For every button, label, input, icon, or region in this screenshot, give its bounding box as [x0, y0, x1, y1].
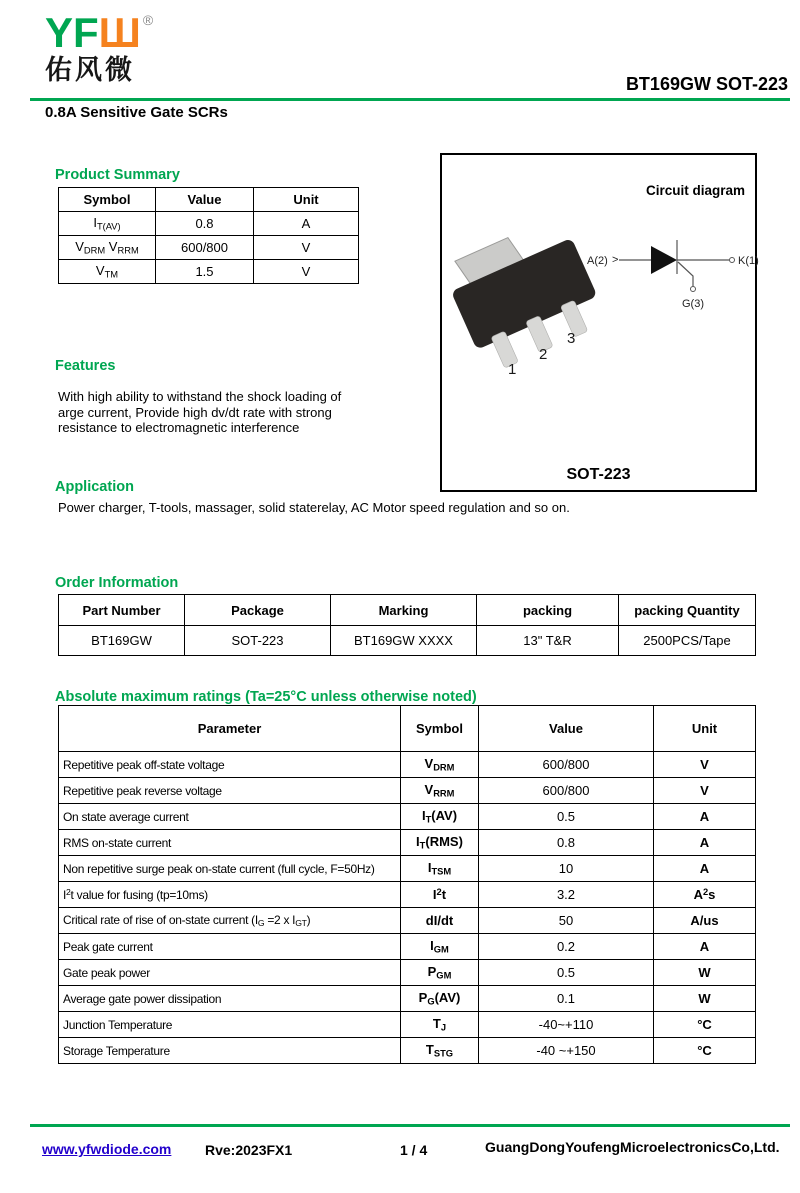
- table-row: [59, 1012, 756, 1038]
- footer-website-link[interactable]: www.yfwdiode.com: [42, 1141, 172, 1157]
- value-cell: 600/800: [479, 778, 654, 804]
- column-header-package: Package: [185, 595, 331, 626]
- marking-cell: BT169GW XXXX: [331, 626, 477, 656]
- application-text: Power charger, T-tools, massager, solid staterelay, AC Motor speed regulation and so on.: [58, 500, 570, 515]
- absolute-maximum-ratings-heading: Absolute maximum ratings (Ta=25°C unless otherwise noted): [55, 689, 477, 705]
- parameter-cell: Non repetitive surge peak on-state current (full cycle, F=50Hz): [59, 856, 401, 882]
- unit-cell: A: [254, 212, 359, 236]
- unit-cell: V: [654, 778, 756, 804]
- value-cell: 0.5: [479, 960, 654, 986]
- parameter-cell: Junction Temperature: [59, 1012, 401, 1038]
- header-divider: [30, 98, 790, 101]
- unit-cell: °C: [654, 1038, 756, 1064]
- table-row: [59, 908, 756, 934]
- footer-revision: Rve:2023FX1: [205, 1142, 293, 1158]
- thyristor-triangle: [651, 246, 677, 274]
- application-heading: Application: [55, 479, 134, 495]
- parameter-cell: Average gate power dissipation: [59, 986, 401, 1012]
- column-header-unit: Unit: [254, 188, 359, 212]
- company-logo: [45, 9, 154, 85]
- value-cell: 0.2: [479, 934, 654, 960]
- quantity-cell: 2500PCS/Tape: [619, 626, 756, 656]
- unit-cell: V: [254, 236, 359, 260]
- symbol-cell: $I^2t$: [401, 882, 479, 908]
- footer-company-name: GuangDongYoufengMicroelectronicsCo,Ltd.: [485, 1139, 780, 1155]
- unit-cell: A: [654, 856, 756, 882]
- lead-number-2: 2: [539, 346, 548, 363]
- cathode-terminal-dot: [730, 258, 735, 263]
- table-row: [59, 260, 359, 284]
- column-header-part-number: Part Number: [59, 595, 185, 626]
- parameter-cell: Peak gate current: [59, 934, 401, 960]
- column-header-value: Value: [479, 706, 654, 752]
- parameter-cell: Repetitive peak reverse voltage: [59, 778, 401, 804]
- column-header-parameter: Parameter: [59, 706, 401, 752]
- features-line: With high ability to withstand the shock loading of: [58, 389, 342, 404]
- product-summary-heading: Product Summary: [55, 167, 180, 183]
- value-cell: 600/800: [479, 752, 654, 778]
- unit-cell: W: [654, 960, 756, 986]
- footer-page-number: 1 / 4: [400, 1142, 428, 1158]
- symbol-cell: $I_{GM}$: [401, 934, 479, 960]
- table-row: [59, 626, 756, 656]
- package-name-label: SOT-223: [566, 466, 631, 483]
- value-cell: 0.1: [479, 986, 654, 1012]
- sot223-package-image: [450, 243, 610, 378]
- order-information-heading: Order Information: [55, 575, 179, 591]
- unit-cell: $A^2s$: [654, 882, 756, 908]
- table-row: [59, 986, 756, 1012]
- lead-number-3: 3: [567, 330, 576, 347]
- column-header-packing: packing: [477, 595, 619, 626]
- parameter-cell: Repetitive peak off-state voltage: [59, 752, 401, 778]
- symbol-cell: $P_{GM}$: [401, 960, 479, 986]
- symbol-cell: $I_T(AV)$: [401, 804, 479, 830]
- anode-arrow-icon: >: [612, 254, 619, 266]
- unit-cell: °C: [654, 1012, 756, 1038]
- value-cell: 0.8: [479, 830, 654, 856]
- logo-text-orange: Ш: [98, 9, 141, 56]
- table-row: [59, 212, 359, 236]
- table-row: [59, 856, 756, 882]
- unit-cell: A: [654, 934, 756, 960]
- symbol-cell: $V_{RRM}$: [401, 778, 479, 804]
- parameter-cell: $I^2t$ value for fusing (tp=10ms): [59, 882, 401, 908]
- column-header-symbol: Symbol: [401, 706, 479, 752]
- column-header-value: Value: [156, 188, 254, 212]
- table-row: [59, 752, 756, 778]
- parameter-cell: On state average current: [59, 804, 401, 830]
- anode-pin-label: A(2): [587, 255, 608, 267]
- lead-number-1: 1: [508, 361, 517, 378]
- yfw-logo: [45, 9, 154, 56]
- logo-chinese-name: 佑风微: [45, 55, 135, 85]
- table-row: [59, 804, 756, 830]
- unit-cell: A: [654, 804, 756, 830]
- unit-cell: W: [654, 986, 756, 1012]
- parameter-cell: Gate peak power: [59, 960, 401, 986]
- cathode-pin-label: K(1): [738, 255, 759, 267]
- table-row: [59, 778, 756, 804]
- value-cell: 0.5: [479, 804, 654, 830]
- symbol-cell: $V_{TM}$: [59, 260, 156, 284]
- symbol-cell: $I_{TSM}$: [401, 856, 479, 882]
- symbol-cell: $I_{T(AV)}$: [59, 212, 156, 236]
- registered-trademark-icon: ®: [142, 12, 154, 28]
- symbol-cell: $T_{STG}$: [401, 1038, 479, 1064]
- value-cell: 1.5: [156, 260, 254, 284]
- package-cell: SOT-223: [185, 626, 331, 656]
- packing-cell: 13" T&R: [477, 626, 619, 656]
- value-cell: 3.2: [479, 882, 654, 908]
- page-title: BT169GW SOT-223: [625, 74, 788, 94]
- features-text: [58, 389, 403, 436]
- unit-cell: A: [654, 830, 756, 856]
- symbol-cell: $V_{DRM}$: [401, 752, 479, 778]
- value-cell: 50: [479, 908, 654, 934]
- symbol-cell: $P_G(AV)$: [401, 986, 479, 1012]
- table-row: [59, 1038, 756, 1064]
- unit-cell: V: [254, 260, 359, 284]
- gate-terminal-dot: [691, 287, 696, 292]
- symbol-cell: $T_J$: [401, 1012, 479, 1038]
- value-cell: 10: [479, 856, 654, 882]
- value-cell: 0.8: [156, 212, 254, 236]
- symbol-cell: $I_T(RMS)$: [401, 830, 479, 856]
- table-header-row: [59, 595, 756, 626]
- part-number-cell: BT169GW: [59, 626, 185, 656]
- value-cell: -40~+110: [479, 1012, 654, 1038]
- table-row: [59, 236, 359, 260]
- order-information-table: [58, 594, 756, 656]
- absolute-maximum-ratings-table: [58, 705, 756, 1064]
- unit-cell: V: [654, 752, 756, 778]
- footer-divider: [30, 1124, 790, 1127]
- scr-circuit-symbol: [587, 230, 762, 340]
- logo-text-green: YF: [45, 9, 99, 56]
- table-row: [59, 960, 756, 986]
- parameter-cell: Critical rate of rise of on-state current ($I_G =2$ x $I_{GT}$): [59, 908, 401, 934]
- column-header-symbol: Symbol: [59, 188, 156, 212]
- features-line: resistance to electromagnetic interference: [58, 420, 300, 435]
- gate-pin-label: G(3): [682, 298, 704, 310]
- table-header-row: [59, 706, 756, 752]
- value-cell: -40 ~+150: [479, 1038, 654, 1064]
- page-subtitle: 0.8A Sensitive Gate SCRs: [45, 104, 228, 121]
- table-header-row: [59, 188, 359, 212]
- symbol-cell: dI/dt: [401, 908, 479, 934]
- table-row: [59, 934, 756, 960]
- column-header-marking: Marking: [331, 595, 477, 626]
- circuit-diagram-panel: [440, 153, 757, 492]
- column-header-unit: Unit: [654, 706, 756, 752]
- features-line: arge current, Provide high dv/dt rate with strong: [58, 404, 332, 420]
- unit-cell: A/us: [654, 908, 756, 934]
- features-heading: Features: [55, 358, 116, 374]
- table-row: [59, 882, 756, 908]
- parameter-cell: RMS on-state current: [59, 830, 401, 856]
- circuit-diagram-title: Circuit diagram: [645, 183, 745, 198]
- product-summary-table: [58, 187, 359, 284]
- table-row: [59, 830, 756, 856]
- value-cell: 600/800: [156, 236, 254, 260]
- parameter-cell: Storage Temperature: [59, 1038, 401, 1064]
- gate-wire: [678, 262, 693, 286]
- symbol-cell: $V_{DRM}$ $V_{RRM}$: [59, 236, 156, 260]
- column-header-packing-quantity: packing Quantity: [619, 595, 756, 626]
